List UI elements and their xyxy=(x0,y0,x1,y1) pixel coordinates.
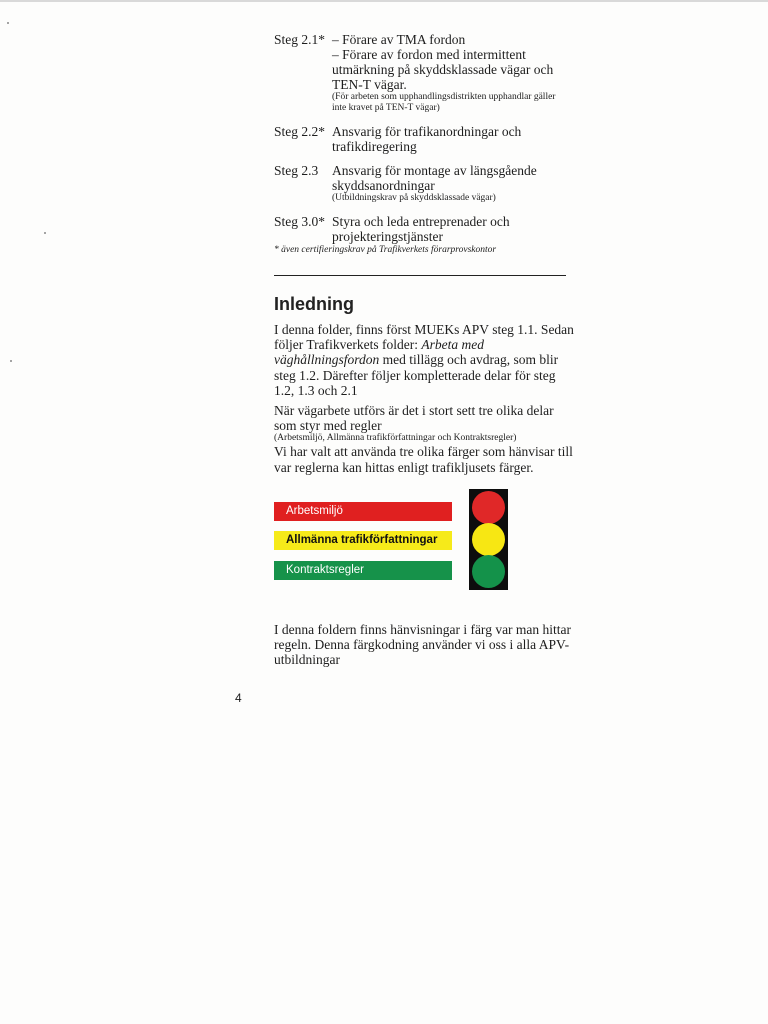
step-label: Steg 2.2* xyxy=(274,124,326,139)
step-body xyxy=(332,32,572,114)
step-line: – Förare av TMA fordon xyxy=(332,32,466,47)
red-lamp xyxy=(472,491,505,524)
step-body xyxy=(332,124,572,154)
step-label: Steg 2.1* xyxy=(274,32,326,47)
certification-footnote: * även certifieringskrav på Trafikverkets förarprovskontor xyxy=(274,245,497,255)
closing-paragraph: I denna foldern finns hänvisningar i färg var man hittar regeln. Denna färgkodning använder vi oss i alla APV-utbildningar xyxy=(274,622,572,668)
scan-speck xyxy=(10,360,12,362)
legend-trafikforfattningar: Allmänna trafikförfattningar xyxy=(274,531,452,550)
intro-paragraph xyxy=(274,322,574,398)
traffic-light-icon xyxy=(469,489,508,590)
step-label: Steg 3.0* xyxy=(274,214,326,229)
step-line: Ansvarig för trafikanordningar och trafikdiregering xyxy=(332,124,522,154)
step-label: Steg 2.3 xyxy=(274,163,319,178)
step-line: Styra och leda entreprenader och projekteringstjänster xyxy=(332,214,510,244)
folder-title: Arbeta med väghållningsfordon xyxy=(274,337,484,368)
step-body xyxy=(332,163,572,204)
green-lamp xyxy=(472,555,505,588)
step-line: – Förare av fordon med intermittent utmärkning på skyddsklassade vägar och TEN-T vägar. xyxy=(332,47,554,92)
intro-text-end: med tillägg och avdrag, som blir steg 1.2. Därefter följer kompletterade delar för steg 1.2, 1.3 och 2.1 xyxy=(274,352,559,398)
rules-color-text: Vi har valt att använda tre olika färger som hänvisar till var reglerna kan hittas enligt trafikljusets färger. xyxy=(274,444,573,475)
intro-text: I denna folder, finns först MUEKs APV steg 1.1. Sedan följer Trafikverkets folder: xyxy=(274,322,574,353)
yellow-lamp xyxy=(472,523,505,556)
rules-parenthetical: (Arbetsmiljö, Allmänna trafikförfattningar och Kontraktsregler) xyxy=(274,433,517,444)
step-body xyxy=(332,214,572,244)
step-note: (För arbeten som upphandlingsdistrikten upphandlar gäller inte kravet på TEN-T vägar) xyxy=(332,92,556,113)
legend-arbetsmiljo: Arbetsmiljö xyxy=(274,502,452,521)
legend-kontraktsregler: Kontraktsregler xyxy=(274,561,452,580)
page-number: 4 xyxy=(235,691,242,705)
section-divider xyxy=(274,275,566,276)
scan-speck xyxy=(7,22,9,24)
scan-speck xyxy=(44,232,46,234)
step-line: Ansvarig för montage av längsgående skyddsanordningar xyxy=(332,163,537,193)
step-note: (Utbildningskrav på skyddsklassade vägar) xyxy=(332,193,496,203)
rules-text: När vägarbete utförs är det i stort sett tre olika delar som styr med regler xyxy=(274,403,554,434)
section-heading: Inledning xyxy=(274,294,354,314)
scan-top-edge xyxy=(0,0,768,2)
rules-paragraph xyxy=(274,403,574,475)
